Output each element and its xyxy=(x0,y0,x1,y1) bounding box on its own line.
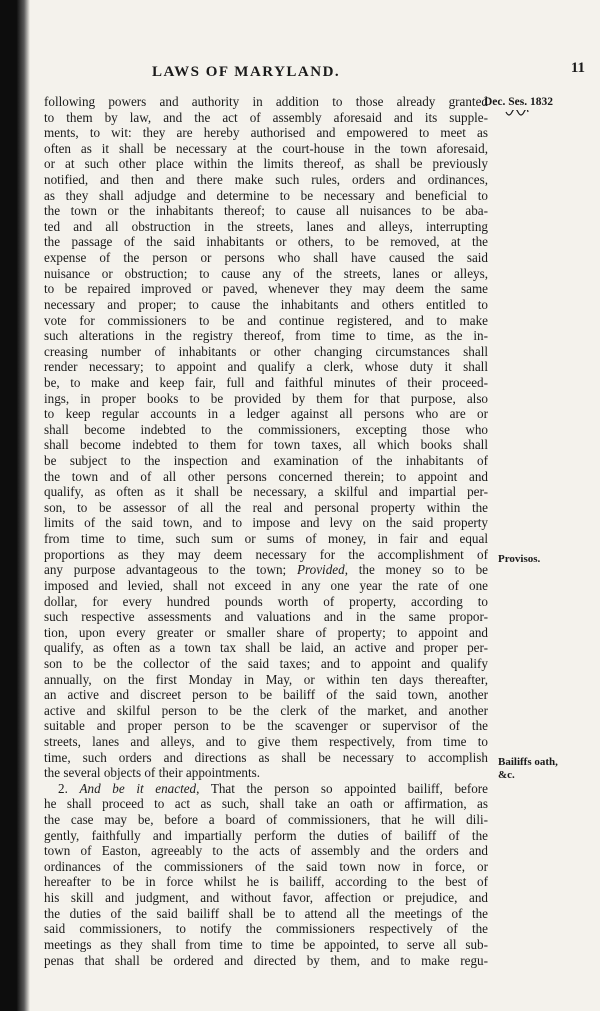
body-line: time, such orders and directions as shall be necessary to accomplish xyxy=(44,749,488,765)
margin-note-provisos: Provisos. xyxy=(498,553,541,565)
body-line: town of Easton, agreeably to the acts of assembly and the orders and xyxy=(44,843,488,859)
body-line: tion, upon every greater or smaller share of property; to appoint and xyxy=(44,624,488,640)
body-line: streets, lanes and alleys, and to give them respectively, from time to xyxy=(44,733,488,749)
body-line: limits of the said town, and to impose and levy on the said property xyxy=(44,515,488,531)
margin-note-bailiff-oath xyxy=(498,756,598,782)
body-line: active and skilful person to be the clerk of the market, and another xyxy=(44,702,488,718)
body-line: the passage of the said inhabitants or others, to be removed, at the xyxy=(44,234,488,250)
body-line: imposed and levied, shall not exceed in any one year the rate of one xyxy=(44,577,488,593)
body-line: ings, in proper books to be provided by them for that purpose, also xyxy=(44,390,488,406)
page-header xyxy=(40,58,585,88)
body-line: dollar, for every hundred pounds worth of property, according to xyxy=(44,593,488,609)
book-spine-shadow xyxy=(0,0,30,1011)
body-line: such respective assessments and valuations and in the same propor- xyxy=(44,609,488,625)
body-line: to be repaired improved or paved, whenever they may deem the same xyxy=(44,281,488,297)
body-line: notified, and then and there make such rules, orders and ordinances, xyxy=(44,172,488,188)
body-line: vote for commissioners to be and continue registered, and to make xyxy=(44,312,488,328)
body-line: render necessary; to appoint and qualify a clerk, whose duty it shall xyxy=(44,359,488,375)
body-line: son to be the collector of the said taxes; and to appoint and qualify xyxy=(44,655,488,671)
body-line: ments, to wit: they are hereby authorised and empowered to meet as xyxy=(44,125,488,141)
body-line: the case may be, before a board of commissioners, that he will dili- xyxy=(44,812,488,828)
body-line: suitable and proper person to be the scavenger or supervisor of the xyxy=(44,718,488,734)
body-line: qualify, as often as it shall be necessary, a skilful and impartial per- xyxy=(44,484,488,500)
body-text xyxy=(44,94,488,968)
body-line: the duties of the said bailiff shall be to attend all the meetings of the xyxy=(44,905,488,921)
body-line: be subject to the inspection and examination of the inhabitants of xyxy=(44,453,488,469)
margin-note-bailiff-line1: Bailiffs oath, xyxy=(498,756,558,768)
body-line: such alterations in the registry thereof, from time to time, as the in- xyxy=(44,328,488,344)
body-line: qualify, as often as a town tax shall be laid, an active and proper per- xyxy=(44,640,488,656)
body-line: proportions as they may deem necessary for the accomplishment of xyxy=(44,546,488,562)
body-line: the town or the inhabitants thereof; to cause all nuisances to be aba- xyxy=(44,203,488,219)
page-number: 11 xyxy=(570,60,585,76)
body-line: penas that shall be ordered and directed by them, and to make regu- xyxy=(44,952,488,968)
body-line: ordinances of the commissioners of the said town now in force, or xyxy=(44,858,488,874)
body-line: to keep regular accounts in a ledger against all persons who are or xyxy=(44,406,488,422)
body-line: he shall proceed to act as such, shall take an oath or affirmation, as xyxy=(44,796,488,812)
body-line: expense of the person or persons who shall have caused the said xyxy=(44,250,488,266)
body-line: the town and of all other persons concerned therein; to appoint and xyxy=(44,468,488,484)
body-line: his skill and judgment, and without favor, affection or prejudice, and xyxy=(44,890,488,906)
body-line: creasing number of inhabitants or other changing circumstances shall xyxy=(44,343,488,359)
body-line: or at such other place within the limits thereof, as shall be previously xyxy=(44,156,488,172)
body-line: the several objects of their appointments. xyxy=(44,765,261,781)
body-line: an active and discreet person to be bailiff of the said town, another xyxy=(44,687,488,703)
body-line: said commissioners, to notify the commissioners respectively of the xyxy=(44,921,488,937)
body-line: hereafter to be in force whilst he is bailiff, according to the best of xyxy=(44,874,488,890)
body-line: son, to be assessor of all the real and personal property within the xyxy=(44,499,488,515)
body-line: any purpose advantageous to the town; Provided, the money so to be xyxy=(44,562,489,578)
body-line: shall become indebted to the commissioners, excepting those who xyxy=(44,421,488,437)
body-line: from time to time, such sum or sums of money, in fair and equal xyxy=(44,531,488,547)
margin-note-bailiff-line2: &c. xyxy=(498,769,515,781)
body-line: nuisance or obstruction; to cause any of the streets, lanes or alleys, xyxy=(44,265,488,281)
body-line: often as it shall be necessary at the court-house in the town aforesaid, xyxy=(44,140,488,156)
margin-squiggle-mark xyxy=(505,110,529,118)
margin-note-session-date: Dec. Ses. 1832 xyxy=(484,96,553,108)
body-line: 2. And be it enacted, That the person so appointed bailiff, before xyxy=(58,780,489,796)
body-line: to them by law, and the act of assembly aforesaid and its supple- xyxy=(44,109,488,125)
body-line: necessary and proper; to cause the inhabitants and others entitled to xyxy=(44,296,488,312)
body-line: meetings as they shall from time to time be appointed, to serve all sub- xyxy=(44,936,488,952)
body-line: gently, faithfully and impartially perform the duties of bailiff of the xyxy=(44,827,488,843)
body-line: shall become indebted to them for town taxes, all which books shall xyxy=(44,437,488,453)
running-title: LAWS OF MARYLAND. xyxy=(152,64,341,80)
body-line: ted and all obstruction in the streets, lanes and alleys, interrupting xyxy=(44,218,488,234)
body-line: as they shall adjudge and determine to be necessary and beneficial to xyxy=(44,187,488,203)
body-line: following powers and authority in addition to those already granted xyxy=(44,94,488,109)
body-line: be, to make and keep fair, full and faithful minutes of their proceed- xyxy=(44,374,488,390)
body-line: annually, on the first Monday in May, or within ten days thereafter, xyxy=(44,671,488,687)
